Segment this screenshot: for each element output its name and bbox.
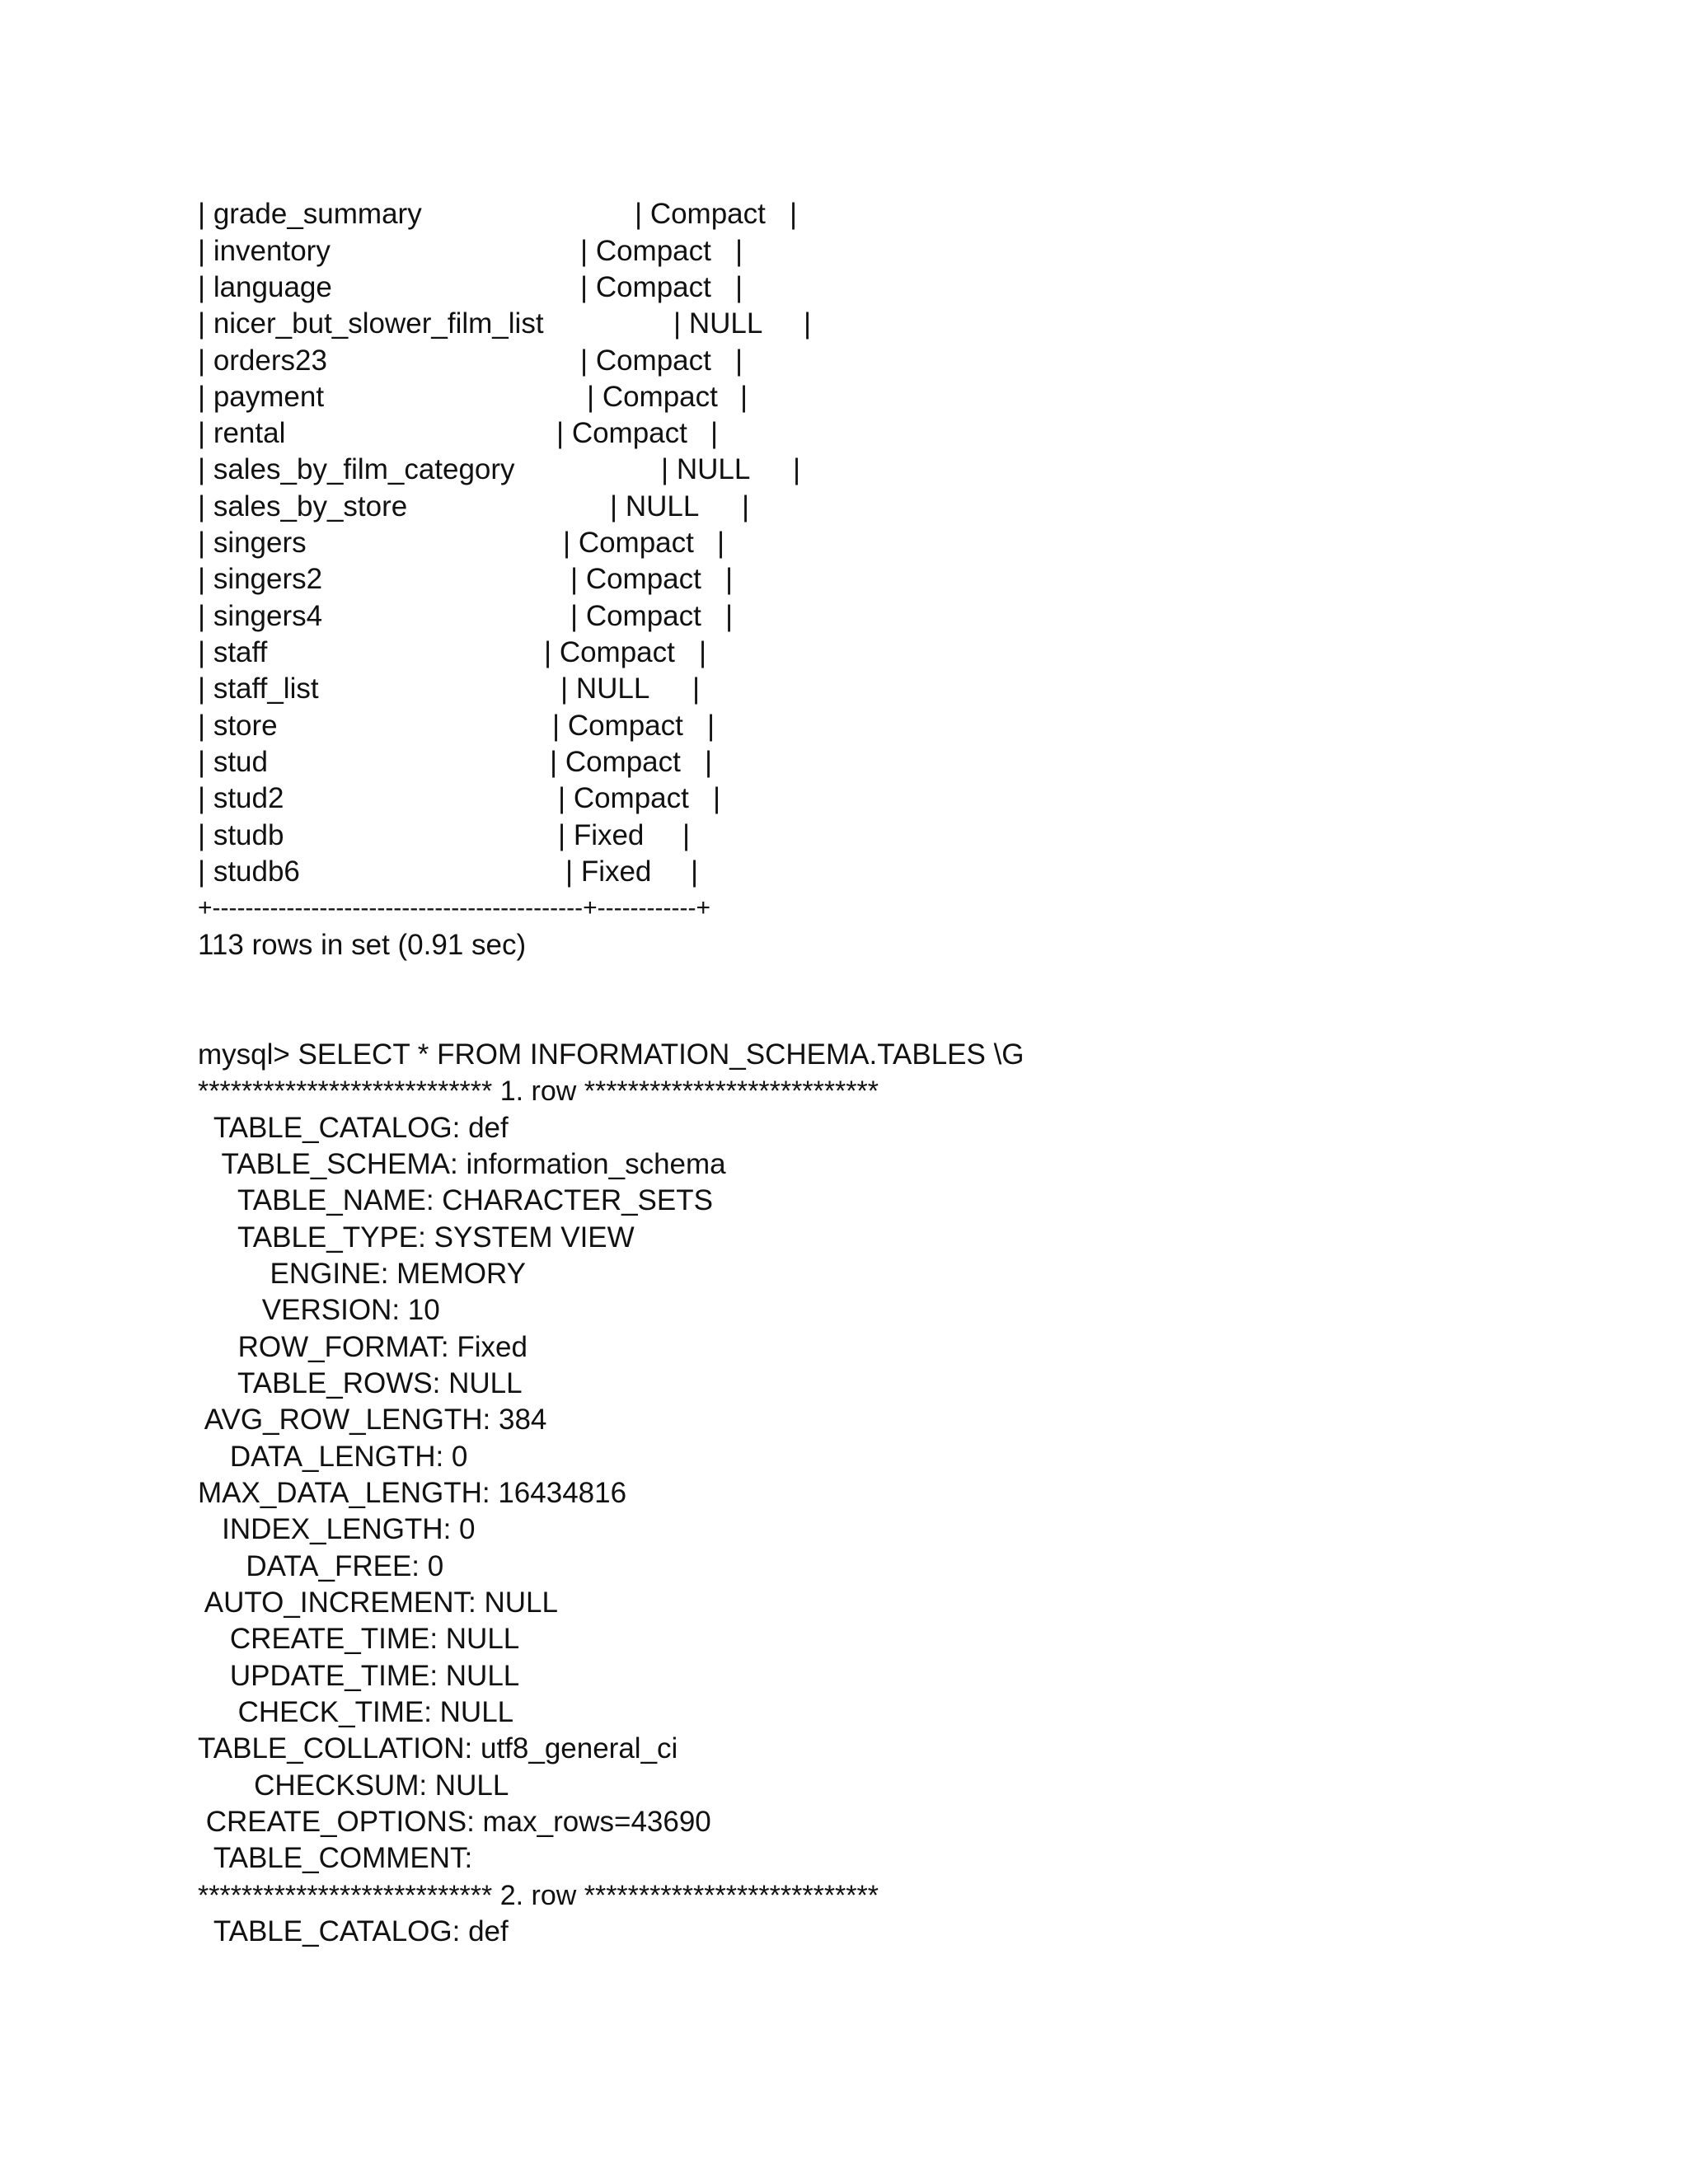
field-line: ENGINE: MEMORY — [198, 1258, 527, 1290]
field-line: CREATE_TIME: NULL — [198, 1623, 520, 1655]
listing-name: | payment — [198, 381, 325, 413]
listing-format: | Compact — [556, 417, 687, 449]
mysql-command: mysql> SELECT * FROM INFORMATION_SCHEMA.TABLES \G — [198, 1038, 1025, 1071]
listing-format: | Compact — [580, 235, 711, 267]
listing-end: | — [710, 417, 719, 449]
field-line: TABLE_COLLATION: utf8_general_ci — [198, 1732, 678, 1765]
listing-end: | — [699, 636, 707, 668]
listing-name: | stud2 — [198, 782, 284, 814]
listing-end: | — [705, 746, 713, 778]
listing-format: | Compact — [558, 782, 689, 814]
listing-end: | — [735, 344, 743, 377]
listing-format: | Compact — [580, 344, 711, 377]
row-separator: *************************** 1. row *************************** — [198, 1076, 879, 1107]
listing-format: | Compact — [635, 198, 766, 230]
listing-end: | — [735, 271, 743, 303]
listing-name: | sales_by_store — [198, 490, 408, 523]
field-line: VERSION: 10 — [198, 1294, 440, 1326]
listing-end: | — [804, 307, 812, 340]
listing-end: | — [793, 453, 801, 485]
listing-format: | Fixed — [558, 819, 645, 851]
field-line: MAX_DATA_LENGTH: 16434816 — [198, 1477, 627, 1509]
listing-end: | — [717, 527, 725, 559]
listing-end: | — [725, 600, 734, 632]
listing-name: | singers2 — [198, 563, 323, 595]
listing-name: | language — [198, 271, 332, 303]
listing-name: | inventory — [198, 235, 331, 267]
field-line: AUTO_INCREMENT: NULL — [198, 1586, 558, 1619]
field-line: CHECKSUM: NULL — [198, 1769, 509, 1802]
listing-end: | — [707, 710, 715, 742]
listing-name: | orders23 — [198, 344, 327, 377]
rows-summary: 113 rows in set (0.91 sec) — [198, 929, 527, 961]
listing-name: | stud — [198, 746, 268, 778]
listing-format: | NULL — [610, 490, 700, 523]
listing-format: | Compact — [570, 600, 701, 632]
listing-end: | — [742, 490, 750, 523]
field-line: ROW_FORMAT: Fixed — [198, 1331, 528, 1363]
field-line: TABLE_COMMENT: — [198, 1842, 473, 1874]
field-line: INDEX_LENGTH: 0 — [198, 1513, 476, 1545]
listing-name: | sales_by_film_category — [198, 453, 515, 485]
listing-name: | nicer_but_slower_film_list — [198, 307, 544, 340]
listing-format: | Compact — [580, 271, 711, 303]
listing-name: | studb — [198, 819, 284, 851]
field-line: TABLE_SCHEMA: information_schema — [198, 1148, 726, 1180]
listing-name: | store — [198, 710, 278, 742]
listing-format: | Compact — [550, 746, 681, 778]
field-line: CREATE_OPTIONS: max_rows=43690 — [198, 1806, 711, 1838]
field-line: TABLE_CATALOG: def — [198, 1112, 509, 1144]
listing-format: | NULL — [560, 673, 650, 705]
listing-name: | singers — [198, 527, 307, 559]
field-line: UPDATE_TIME: NULL — [198, 1660, 520, 1692]
listing-end: | — [682, 819, 691, 851]
field-line: DATA_LENGTH: 0 — [198, 1441, 468, 1473]
listing-end: | — [725, 563, 734, 595]
listing-format: | NULL — [673, 307, 763, 340]
listing-end: | — [790, 198, 798, 230]
listing-end: | — [713, 782, 721, 814]
listing-end: | — [691, 855, 699, 888]
listing-name: | staff_list — [198, 673, 319, 705]
field-line: CHECK_TIME: NULL — [198, 1696, 514, 1728]
listing-name: | rental — [198, 417, 286, 449]
field-line: TABLE_TYPE: SYSTEM VIEW — [198, 1221, 635, 1254]
listing-end: | — [740, 381, 748, 413]
listing-name: | studb6 — [198, 855, 300, 888]
listing-format: | Compact — [563, 527, 694, 559]
listing-format: | Compact — [570, 563, 701, 595]
listing-format: | Compact — [552, 710, 683, 742]
listing-format: | Fixed — [565, 855, 652, 888]
listing-end: | — [692, 673, 701, 705]
field-line: TABLE_CATALOG: def — [198, 1915, 509, 1947]
listing-end: | — [735, 235, 743, 267]
field-line: TABLE_ROWS: NULL — [198, 1367, 523, 1399]
listing-format: | Compact — [587, 381, 718, 413]
listing-format: | Compact — [544, 636, 675, 668]
row-separator: *************************** 2. row *************************** — [198, 1880, 879, 1911]
field-line: TABLE_NAME: CHARACTER_SETS — [198, 1184, 713, 1216]
table-border: +---------------------------------------------+------------+ — [198, 894, 711, 921]
field-line: DATA_FREE: 0 — [198, 1550, 444, 1582]
listing-name: | grade_summary — [198, 198, 422, 230]
listing-format: | NULL — [661, 453, 751, 485]
listing-name: | singers4 — [198, 600, 323, 632]
field-line: AVG_ROW_LENGTH: 384 — [198, 1404, 547, 1436]
listing-name: | staff — [198, 636, 268, 668]
